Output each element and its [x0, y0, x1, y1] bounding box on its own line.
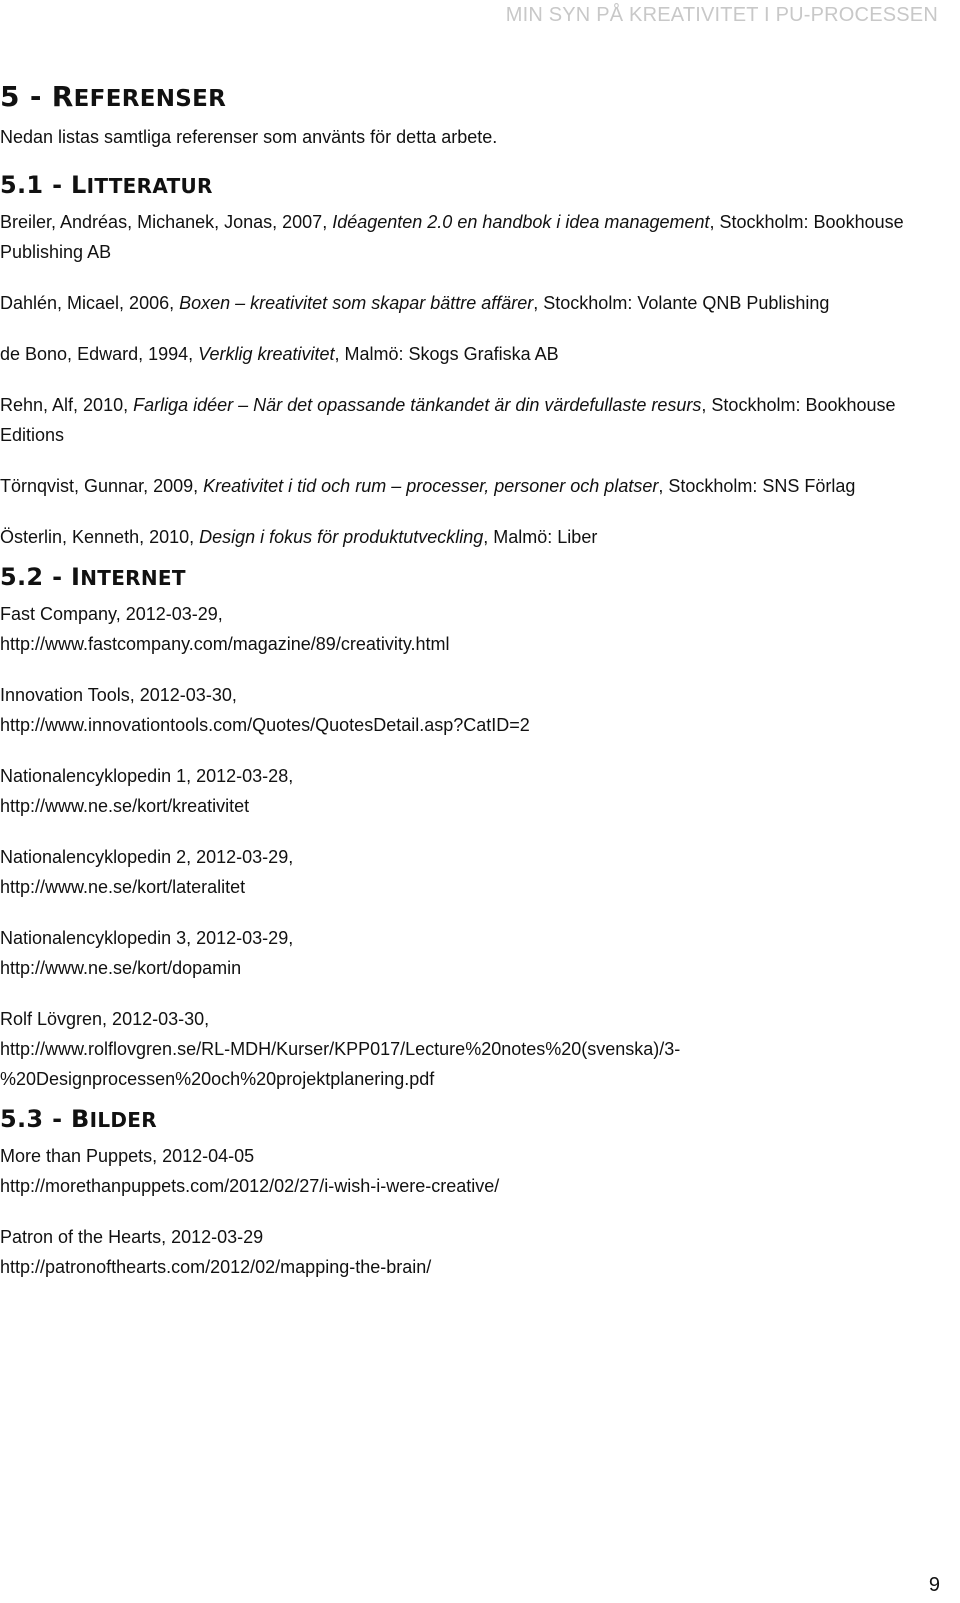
intro-text: Nedan listas samtliga referenser som använts för detta arbete.	[0, 127, 498, 147]
internet-reference	[0, 842, 950, 902]
reference-source: Patron of the Hearts, 2012-03-29	[0, 1227, 264, 1247]
internet-reference	[0, 1004, 950, 1094]
reference-title: Design i fokus för produktutveckling	[199, 527, 484, 547]
reference-title: Idéagenten 2.0 en handbok i idea management	[332, 212, 710, 232]
reference-author: Dahlén, Micael, 2006,	[0, 293, 180, 313]
reference-title: Farliga idéer – När det opassande tänkandet är din värdefullaste resurs	[133, 395, 702, 415]
heading-number: 5 - R	[0, 80, 74, 113]
reference-title: Kreativitet i tid och rum – processer, personer och platser	[203, 476, 659, 496]
heading-internet	[0, 562, 950, 593]
document-body	[0, 80, 950, 1303]
literature-reference	[0, 339, 950, 369]
reference-author: Breiler, Andréas, Michanek, Jonas, 2007,	[0, 212, 333, 232]
reference-publisher: , Malmö: Liber	[483, 527, 598, 547]
reference-source: Rolf Lövgren, 2012-03-30,	[0, 1009, 210, 1029]
heading-title: ILDER	[89, 1108, 157, 1132]
running-header: MIN SYN PÅ KREATIVITET I PU-PROCESSEN	[505, 4, 938, 26]
reference-author: Törnqvist, Gunnar, 2009,	[0, 476, 204, 496]
reference-source: Nationalencyklopedin 3, 2012-03-29,	[0, 928, 294, 948]
internet-reference	[0, 599, 950, 659]
reference-source: Nationalencyklopedin 2, 2012-03-29,	[0, 847, 294, 867]
reference-url[interactable]: http://www.ne.se/kort/dopamin	[0, 958, 242, 978]
reference-source: More than Puppets, 2012-04-05	[0, 1146, 255, 1166]
internet-reference	[0, 761, 950, 821]
reference-url[interactable]: http://morethanpuppets.com/2012/02/27/i-wish-i-were-creative/	[0, 1176, 500, 1196]
literature-reference	[0, 522, 950, 552]
heading-number: 5.2 - I	[0, 563, 81, 591]
image-reference	[0, 1141, 950, 1201]
heading-referenser	[0, 80, 950, 116]
heading-title: EFERENSER	[73, 86, 227, 112]
reference-url[interactable]: http://www.innovationtools.com/Quotes/QuotesDetail.asp?CatID=2	[0, 715, 530, 735]
literature-reference	[0, 207, 950, 267]
reference-publisher: , Stockholm: SNS Förlag	[658, 476, 856, 496]
heading-number: 5.1 - L	[0, 171, 87, 199]
internet-reference	[0, 923, 950, 983]
reference-title: Verklig kreativitet	[198, 344, 335, 364]
literature-reference	[0, 471, 950, 501]
page-number: 9	[928, 1574, 940, 1596]
heading-number: 5.3 - B	[0, 1105, 90, 1133]
image-reference	[0, 1222, 950, 1282]
heading-title: ITTERATUR	[86, 174, 213, 198]
reference-publisher: , Malmö: Skogs Grafiska AB	[334, 344, 559, 364]
reference-source: Innovation Tools, 2012-03-30,	[0, 685, 237, 705]
reference-url[interactable]: http://www.rolflovgren.se/RL-MDH/Kurser/KPP017/Lecture%20notes%20(svenska)/3-	[0, 1039, 681, 1059]
reference-author: de Bono, Edward, 1994,	[0, 344, 199, 364]
reference-url[interactable]: http://www.ne.se/kort/lateralitet	[0, 877, 246, 897]
reference-url-continuation[interactable]: %20Designprocessen%20och%20projektplanering.pdf	[0, 1069, 435, 1089]
reference-source: Fast Company, 2012-03-29,	[0, 604, 223, 624]
heading-bilder	[0, 1104, 950, 1135]
reference-url[interactable]: http://www.ne.se/kort/kreativitet	[0, 796, 250, 816]
internet-reference	[0, 680, 950, 740]
reference-author: Österlin, Kenneth, 2010,	[0, 527, 200, 547]
literature-reference	[0, 288, 950, 318]
reference-url[interactable]: http://www.fastcompany.com/magazine/89/creativity.html	[0, 634, 450, 654]
reference-source: Nationalencyklopedin 1, 2012-03-28,	[0, 766, 294, 786]
reference-publisher: , Stockholm: Volante QNB Publishing	[533, 293, 830, 313]
heading-litteratur	[0, 170, 950, 201]
reference-publisher: , Stockholm: Bookhouse Publishing AB	[0, 212, 904, 262]
heading-title: NTERNET	[80, 566, 186, 590]
reference-url[interactable]: http://patronofthearts.com/2012/02/mapping-the-brain/	[0, 1257, 432, 1277]
reference-publisher: , Stockholm: Bookhouse Editions	[0, 395, 896, 445]
reference-author: Rehn, Alf, 2010,	[0, 395, 134, 415]
literature-reference	[0, 390, 950, 450]
reference-title: Boxen – kreativitet som skapar bättre affärer	[179, 293, 534, 313]
